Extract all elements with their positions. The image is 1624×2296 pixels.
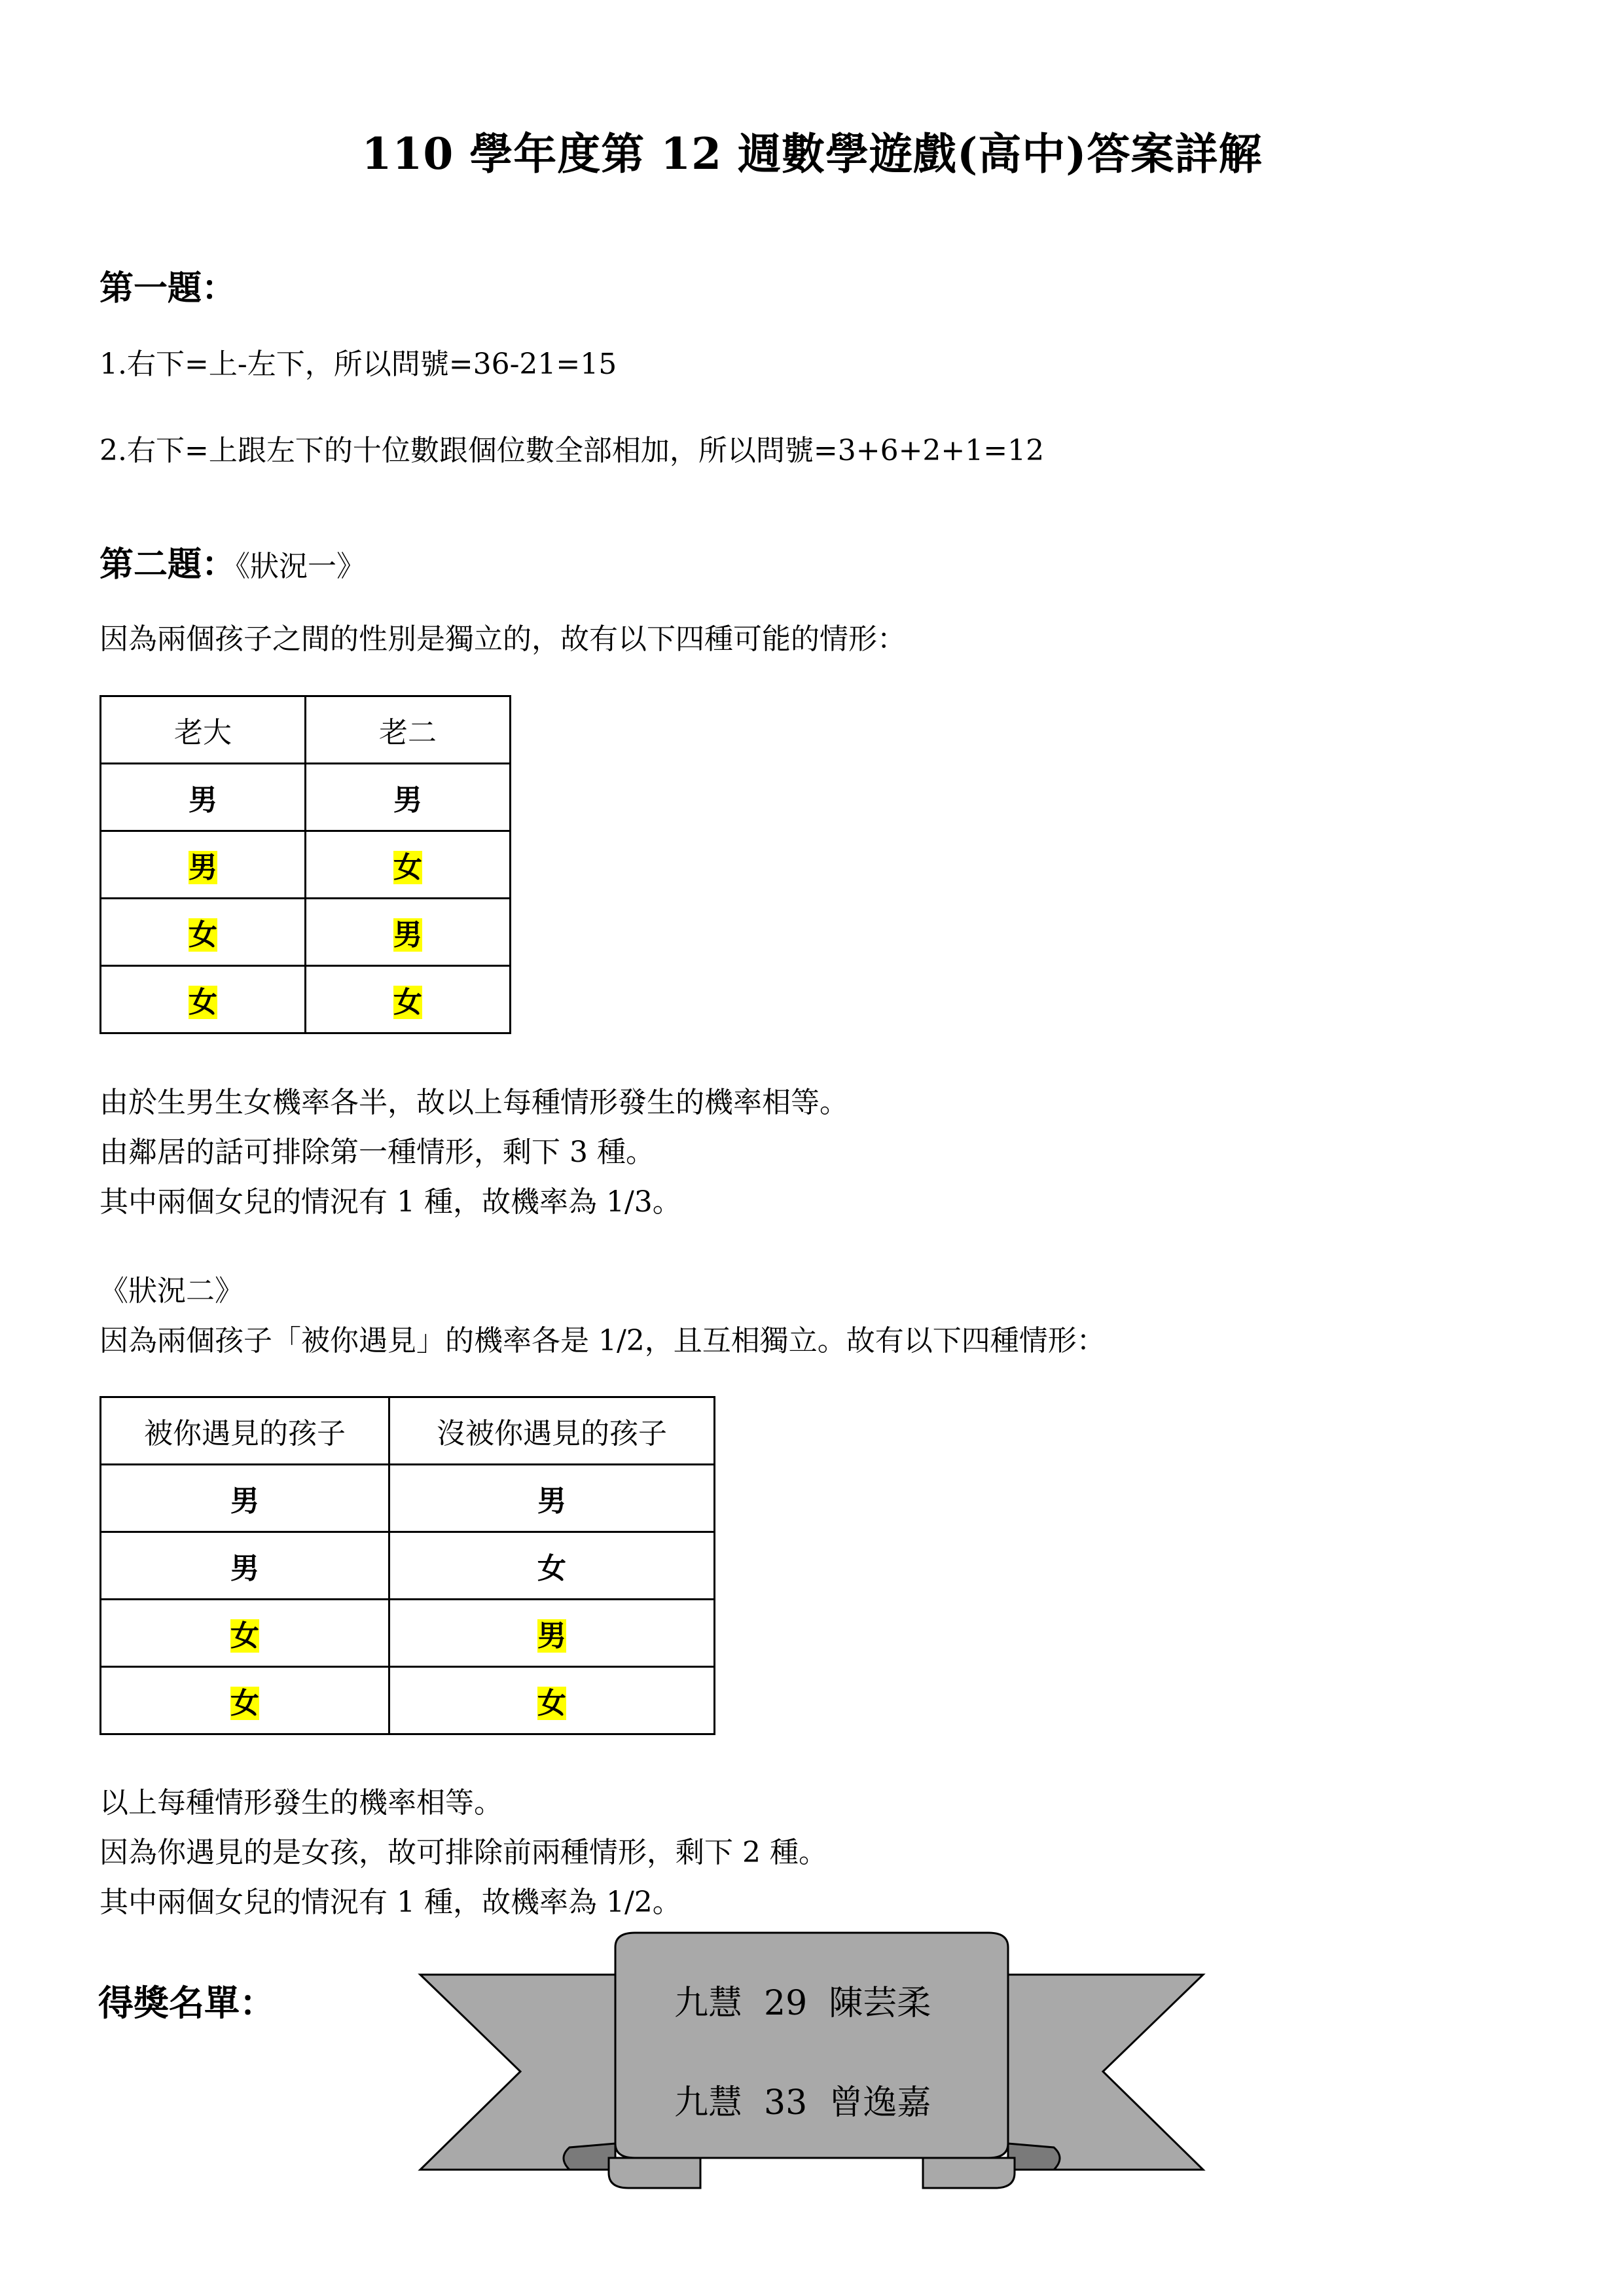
- table-cell: [101, 831, 306, 899]
- table-row: [101, 899, 511, 966]
- table-row: [101, 966, 511, 1033]
- cell-text-highlighted: 女: [230, 1687, 259, 1720]
- cell-text: 男: [537, 1484, 566, 1518]
- case2-label: 《狀況二》: [99, 1274, 244, 1308]
- table-cell: [389, 1600, 715, 1667]
- q2-intro1: 因為兩個孩子之間的性別是獨立的，故有以下四種可能的情形：: [99, 622, 906, 656]
- table-cell: [306, 831, 511, 899]
- q2-heading-label: 第二題：: [99, 545, 236, 584]
- table-row: [101, 1465, 715, 1532]
- q2-heading: [99, 537, 365, 586]
- table-row: [101, 1532, 715, 1600]
- explain1-line2: 由鄰居的話可排除第一種情形，剩下 3 種。: [99, 1136, 655, 1169]
- cell-text: 男: [189, 783, 217, 817]
- table-header-cell: 沒被你遇見的孩子: [389, 1397, 715, 1465]
- award-banner: [412, 1928, 1211, 2202]
- q2-intro2: 因為兩個孩子「被你遇見」的機率各是 1/2，且互相獨立。故有以下四種情形：: [99, 1324, 1106, 1357]
- winner-1: 九慧 29 陳芸柔: [674, 1984, 931, 2023]
- banner-bottom-left: [609, 2158, 700, 2188]
- table-cell: [306, 966, 511, 1033]
- table-header-cell: 被你遇見的孩子: [101, 1397, 389, 1465]
- banner-body: [615, 1933, 1008, 2158]
- explain2-line1: 以上每種情形發生的機率相等。: [99, 1786, 503, 1820]
- table-row: [101, 1667, 715, 1734]
- table-header-cell: 老二: [306, 696, 511, 764]
- cell-text-highlighted: 男: [393, 918, 422, 952]
- cell-text: 男: [230, 1552, 259, 1585]
- explain2-line3: 其中兩個女兒的情況有 1 種，故機率為 1/2。: [99, 1886, 681, 1919]
- banner-right-tail: [1008, 1975, 1203, 2170]
- table-row: [101, 831, 511, 899]
- page-title: 110 學年度第 12 週數學遊戲(高中)答案詳解: [361, 128, 1263, 179]
- q1-heading: 第一題：: [99, 269, 236, 308]
- cell-text-highlighted: 女: [393, 986, 422, 1019]
- cell-text-highlighted: 女: [230, 1619, 259, 1653]
- table-cell: [389, 1532, 715, 1600]
- table-cell: [101, 966, 306, 1033]
- explain1-line1: 由於生男生女機率各半，故以上每種情形發生的機率相等。: [99, 1086, 848, 1119]
- cell-text-highlighted: 男: [537, 1619, 566, 1653]
- table-cell: [101, 1667, 389, 1734]
- banner-bottom-right: [923, 2158, 1015, 2188]
- cell-text-highlighted: 女: [537, 1687, 566, 1720]
- q1-line1: 1.右下=上-左下，所以問號=36-21=15: [99, 348, 617, 381]
- table-header-cell: 老大: [101, 696, 306, 764]
- table-cell: [101, 899, 306, 966]
- cell-text-highlighted: 女: [189, 986, 217, 1019]
- cell-text-highlighted: 男: [189, 851, 217, 884]
- explain2-line2: 因為你遇見的是女孩，故可排除前兩種情形，剩下 2 種。: [99, 1836, 827, 1869]
- table-cell: [101, 1600, 389, 1667]
- banner-right-fold: [1008, 2144, 1060, 2170]
- award-label: 得獎名單：: [98, 1982, 275, 2024]
- banner-left-tail: [420, 1975, 615, 2170]
- winner-2: 九慧 33 曾逸嘉: [674, 2083, 931, 2123]
- table-cell: [306, 764, 511, 831]
- cell-text: 男: [230, 1484, 259, 1518]
- table-header-row: [101, 696, 511, 764]
- table-cell: [101, 1532, 389, 1600]
- q1-line2: 2.右下=上跟左下的十位數跟個位數全部相加，所以問號=3+6+2+1=12: [99, 434, 1045, 467]
- case1-label: 《狀況一》: [236, 550, 366, 583]
- table-row: [101, 1600, 715, 1667]
- cell-text-highlighted: 女: [189, 918, 217, 952]
- table-cell: [389, 1465, 715, 1532]
- table-case2: [99, 1396, 715, 1735]
- table-row: [101, 764, 511, 831]
- table-case1: [99, 695, 511, 1034]
- table-header-row: [101, 1397, 715, 1465]
- table-cell: [101, 1465, 389, 1532]
- banner-left-fold: [564, 2144, 615, 2170]
- cell-text-highlighted: 女: [393, 851, 422, 884]
- table-cell: [306, 899, 511, 966]
- table-cell: [389, 1667, 715, 1734]
- cell-text: 女: [537, 1552, 566, 1585]
- table-cell: [101, 764, 306, 831]
- cell-text: 男: [393, 783, 422, 817]
- explain1-line3: 其中兩個女兒的情況有 1 種，故機率為 1/3。: [99, 1185, 681, 1219]
